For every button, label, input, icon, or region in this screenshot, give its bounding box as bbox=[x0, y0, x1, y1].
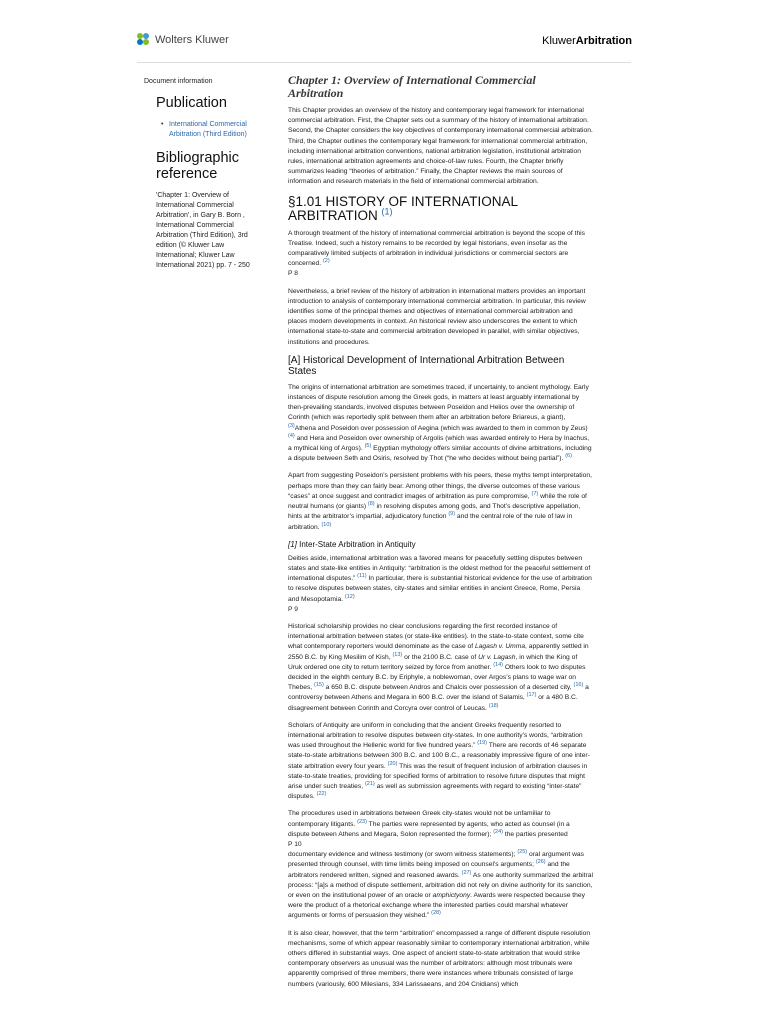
footnote-link[interactable]: (10) bbox=[321, 521, 332, 528]
footnote-link[interactable]: (8) bbox=[367, 500, 375, 507]
kluwer-arbitration-brand[interactable] bbox=[542, 35, 632, 47]
footnote-link[interactable]: (16) bbox=[573, 681, 584, 688]
footnote-link[interactable]: (20) bbox=[387, 760, 398, 767]
footnote-link[interactable]: (1) bbox=[381, 206, 393, 217]
subsubsection-heading-1: [1] Inter-State Arbitration in Antiquity bbox=[288, 539, 416, 549]
paragraph: Apart from suggesting Poseidon’s persistent problems with his peers, these myths tempt interpretation, perhaps more than they can fairly bear. Among other things, the diverse outcomes of these various “cases” at once suggest and contradict images of arbitration as pure compromise, $^{(7)}$ while the role of neutral humans (or giants) $^{(8)}$ in resolving disputes among gods, and Thot’s descriptive appellation, hints at the arbitrator’s impartial, adjudicatory function $^{(9)}$ and the central role of the rule of law in arbitration. $^{(10)}$ bbox=[288, 472, 592, 531]
document-information-link[interactable]: Document information bbox=[144, 78, 213, 85]
chapter-title: Chapter 1: Overview of International Commercial Arbitration bbox=[288, 73, 536, 100]
footnote-link[interactable]: (5) bbox=[364, 442, 372, 449]
footnote-link[interactable]: (11) bbox=[357, 572, 367, 579]
footnote-link[interactable]: (24) bbox=[493, 828, 503, 835]
sidebar bbox=[144, 78, 256, 271]
wolters-kluwer-logo[interactable] bbox=[137, 33, 229, 46]
logo-text: Wolters Kluwer bbox=[155, 33, 229, 46]
publication-list bbox=[156, 120, 256, 140]
header-divider bbox=[137, 62, 631, 63]
footnote-link[interactable]: (21) bbox=[364, 780, 375, 787]
page-marker: P 8 bbox=[288, 270, 298, 278]
footnote-link[interactable]: (23) bbox=[357, 818, 367, 825]
paragraph: Deities aside, international arbitration was a favored means for peacefully settling disputes between states and state-like entities in Antiquity: “arbitration is the oldest method for the peaceful settlement of international disputes.” $^{(11)}$ In particular, there is substantial historical evidence for the use of arbitration to resolve disputes between states, city-states and similar entities in ancient Greece, Rome, Persia and Mesopotamia. $^{(12)}$ P 9 bbox=[288, 554, 593, 615]
paragraph: It is also clear, however, that the term “arbitration” encompassed a range of different dispute resolution mechanisms, some of which appear reasonably similar to contemporary international arbitration, while others differed in substantial ways. One aspect of ancient state-to-state arbitration that would strike contemporary observers as unusual was the number of arbitrators: although most tribunals were apparently comprised of three members, there were instances where tribunals consisted of large numbers (variously, 600 Milesians, 334 Larissaeans, and 204 Cnidians) which bbox=[288, 929, 591, 988]
page-marker: P 9 bbox=[288, 605, 298, 613]
publication-heading: Publication bbox=[156, 95, 227, 111]
footnote-link[interactable]: (6) bbox=[565, 453, 572, 460]
footnote-link[interactable]: (25) bbox=[517, 848, 528, 855]
footnote-link[interactable]: (12) bbox=[344, 593, 355, 600]
section-title: §1.01 HISTORY OF INTERNATIONAL ARBITRATION bbox=[288, 193, 518, 223]
logo-mark-icon bbox=[137, 33, 150, 46]
paragraph: The origins of international arbitration are sometimes traced, if uncertainly, to ancient mythology. Early instances of dispute resolution among the Greek gods, in matters at least arguably international by then-prevailing standards, involved disputes between Poseidon and Helios over the ownership of Corinth (which was reportedly split between them after an arbitration before Briareus, a giant), $^{(3)}$Athena and Poseidon over possession of Aegina (which was awarded to them in common by Zeus) $^{(4)}$ and Hera and Poseidon over ownership of Argolis (which was awarded entirely to Hera by Inachus, a mythical king of Argos). $^{(5)}$ Egyptian mythology offers similar accounts of divine arbitrations, including a dispute between Seth and Osiris, resolved by Thot (“he who decides without being partial”). $^{(6)}$ bbox=[288, 383, 592, 463]
footnote-link[interactable]: (9) bbox=[448, 511, 456, 518]
footnote-link[interactable]: (14) bbox=[493, 661, 503, 668]
paragraph: Scholars of Antiquity are uniform in concluding that the ancient Greeks frequently resorted to international arbitration to resolve disputes between city-states. In one authority’s words, “arbitration was used throughout the Hellenic world for five hundred years.” $^{(19)}$ There are records of 46 separate state-to-state arbitrations between 300 B.C. and 100 B.C., a reasonably impressive figure of one inter-state arbitration every four years. $^{(20)}$ This was the result of frequent inclusion of arbitration clauses in state-to-state treaties, providing for specified forms of arbitration to resolve future disputes that might arise under such treaties, $^{(21)}$ as well as submission agreements with regard to existing “inter-state” disputes. $^{(22)}$ bbox=[288, 721, 590, 801]
document-body bbox=[288, 74, 593, 997]
footnote-link[interactable]: (13) bbox=[392, 651, 403, 658]
footnote-link[interactable]: (18) bbox=[488, 702, 499, 709]
footnote-link[interactable]: (22) bbox=[316, 790, 327, 797]
paragraph: The procedures used in arbitrations between Greek city-states would not be unfamiliar to contemporary litigants. $^{(23)}$ The parties were represented by agents, who acted as counsel (in a dispute between Athens and Megara, Solon represented the former); $^{(24)}$ the parties presented P 10 documentary evidence and witness testimony (or sworn witness statements); $^{(25)}$ oral argument was presented through counsel, with time limits being imposed on counsel’s arguments; $^{(26)}$ and the arbitrators rendered written, signed and reasoned awards. $^{(27)}$ As one authority summarized the arbitral process: “[a]s a method of dispute settlement, arbitration did not rely on divine authority for its sanction, or even on the institutional power of an oracle or amphictyony. Awards were respected because they were the product of a rhetorical exchange where the interested parties could marshal whatever arguments or forms of persuasion they wished.” $^{(28)}$ bbox=[288, 810, 593, 920]
footnote-link[interactable]: (2) bbox=[322, 258, 330, 264]
footnote-link[interactable]: (27) bbox=[461, 869, 472, 876]
footnote-link[interactable]: (7) bbox=[531, 490, 539, 497]
paragraph: A thorough treatment of the history of international commercial arbitration is beyond the scope of this Treatise. Indeed, such a history remains to be recorded by legal historians, even insofar as the comparatively limited subjects of arbitration in individual jurisdictions or commercial sectors are concerned. $^{(2)}$ P 8 bbox=[288, 229, 593, 280]
brand-prefix: Kluwer bbox=[542, 35, 576, 47]
footnote-link[interactable]: (3) bbox=[288, 422, 295, 429]
footnote-link[interactable]: (19) bbox=[477, 739, 487, 746]
publication-link[interactable]: • International Commercial Arbitration (Third Edition) bbox=[163, 120, 256, 140]
footnote-link[interactable]: (4) bbox=[288, 432, 295, 439]
footnote-link[interactable]: (28) bbox=[431, 910, 441, 917]
paragraph: Nevertheless, a brief review of the history of arbitration in international matters provides an important introduction to analysis of contemporary international commercial arbitration. In particular, this review identifies some of the principal themes and objectives of international commercial arbitration and places modern developments in context. An historical review also underscores the extent to which international state-to-state and commercial arbitration developed in parallel, with similar objectives, institutions and procedures. bbox=[288, 287, 586, 346]
footnote-link[interactable]: (26) bbox=[535, 859, 546, 866]
subsection-heading-a: [A] Historical Development of International Arbitration Between States bbox=[288, 354, 565, 377]
page-header bbox=[0, 0, 768, 60]
intro-paragraph: This Chapter provides an overview of the history and contemporary legal framework for international commercial arbitration. First, the Chapter sets out a summary of the history of international arbitration. Second, the Chapter considers the key objectives of contemporary international commercial arbitration. Third, the Chapter outlines the contemporary legal framework for international commercial arbitration, including international arbitration conventions, national arbitration legislation, institutional arbitration rules, international arbitration agreements and choice-of-law rules. Fourth, the Chapter briefly summarizes leading “theories of arbitration.” Finally, the Chapter reviews the main sources of information and research materials in the field of international commercial arbitration. bbox=[288, 107, 593, 186]
section-heading-1-01 bbox=[288, 195, 593, 223]
brand-suffix: Arbitration bbox=[575, 35, 632, 47]
footnote-link[interactable]: (15) bbox=[314, 681, 324, 688]
footnote-link[interactable]: (17) bbox=[526, 692, 537, 699]
paragraph: Historical scholarship provides no clear conclusions regarding the first recorded instance of international arbitration between states (or state-like entities). In the state-to-state context, some cite what contemporary reporters would denominate as the case of Lagash v. Umma, apparently settled in 2550 B.C. by King Mesilim of Kish, $^{(13)}$ or the 2100 B.C. case of Ur v. Lagash, in which the King of Uruk ordered one city to return territory seized by force from another. $^{(14)}$ Others look to two disputes decided in the eighth century B.C. by Eriphyle, a noblewoman, over Argos’s plans to wage war on Thebes, $^{(15)}$ a 650 B.C. dispute between Andros and Chalcis over possession of a deserted city, $^{(16)}$ a controversy between Athens and Megara in 600 B.C. over the island of Salamis, $^{(17)}$ or a 480 B.C. disagreement between Corinth and Corcyra over control of Leucas. $^{(18)}$ bbox=[288, 622, 589, 712]
bibliographic-reference-text: 'Chapter 1: Overview of International Commercial Arbitration', in Gary B. Born , International Commercial Arbitration (Third Edition), 3rd edition (© Kluwer Law International; Kluwer Law International 2021) pp. 7 - 250 bbox=[156, 192, 250, 269]
page-marker: P 10 bbox=[288, 840, 302, 848]
bibliographic-reference-heading: Bibliographic reference bbox=[156, 150, 240, 182]
